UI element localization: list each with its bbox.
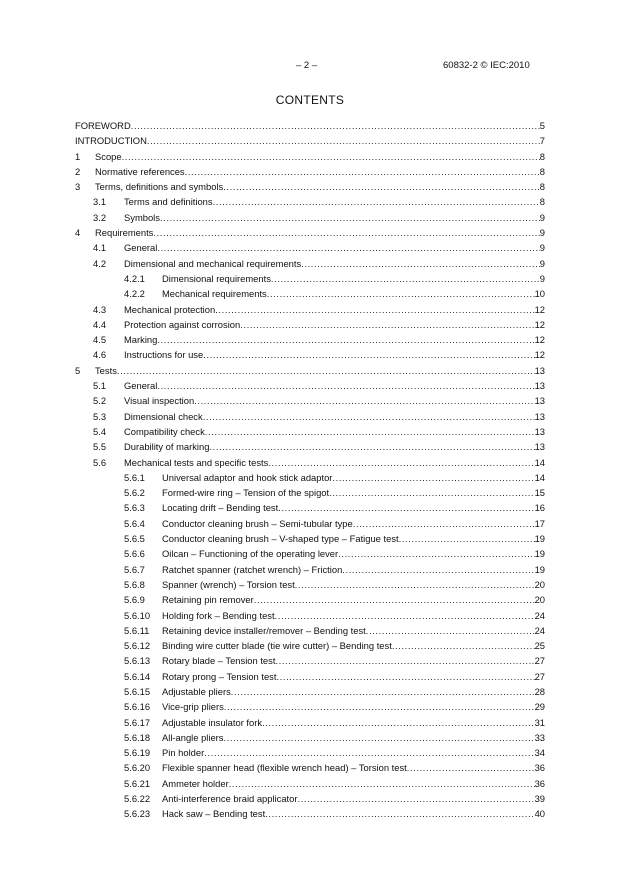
- toc-entry-number: 5.5: [93, 441, 107, 453]
- toc-entry-number: 5.6.20: [124, 762, 151, 774]
- toc-entry-number: 4.2: [93, 257, 107, 269]
- dot-leader: [157, 240, 539, 255]
- toc-entry-leader: [124, 210, 545, 225]
- toc-entry-leader: [162, 669, 545, 684]
- toc-entry-number: 5.6.17: [124, 716, 151, 728]
- dot-leader: [153, 225, 539, 240]
- toc-entry-title: Durability of marking: [124, 441, 210, 453]
- toc-entry-title: Rotary prong – Tension test: [162, 670, 277, 682]
- toc-entry-title: Adjustable pliers: [162, 685, 231, 697]
- dot-leader: [224, 730, 535, 745]
- toc-entry-number: 5.6.2: [124, 487, 145, 499]
- toc-entry-number: 5.6.7: [124, 563, 145, 575]
- dot-leader: [160, 210, 540, 225]
- toc-entry-title: Formed-wire ring – Tension of the spigot: [162, 487, 330, 499]
- toc-entry-leader: [162, 516, 545, 531]
- dot-leader: [209, 439, 534, 454]
- toc-entry-number: 5.6.19: [124, 747, 151, 759]
- toc-entry-title: Spanner (wrench) – Torsion test: [162, 578, 295, 590]
- dot-leader: [204, 745, 534, 760]
- toc-entry-number: 5.6.21: [124, 777, 151, 789]
- toc-entry[interactable]: [75, 256, 545, 271]
- dot-leader: [353, 516, 535, 531]
- toc-entry-leader: [162, 760, 545, 775]
- toc-entry-title: Scope: [95, 150, 122, 162]
- dot-leader: [407, 760, 535, 775]
- toc-entry[interactable]: [75, 485, 545, 500]
- dot-leader: [271, 271, 540, 286]
- toc-entry-leader: [162, 791, 545, 806]
- dot-leader: [122, 149, 540, 164]
- toc-entry[interactable]: [75, 669, 545, 684]
- toc-entry-title: Retaining device installer/remover – Bending test: [162, 624, 366, 636]
- toc-entry-leader: [124, 424, 545, 439]
- toc-entry-number: 5.6.6: [124, 548, 145, 560]
- toc-entry-title: Ammeter holder: [162, 777, 229, 789]
- toc-entry-leader: [162, 623, 545, 638]
- toc-entry-title: General: [124, 380, 158, 392]
- toc-entry-page: 14: [534, 456, 545, 468]
- toc-entry-leader: [162, 776, 545, 791]
- toc-entry-leader: [95, 164, 545, 179]
- dot-leader: [329, 485, 534, 500]
- toc-entry[interactable]: [75, 592, 545, 607]
- toc-entry-number: 2: [75, 165, 81, 177]
- toc-entry-leader: [95, 179, 545, 194]
- toc-entry-title: INTRODUCTION: [75, 135, 147, 147]
- toc-entry[interactable]: [75, 424, 545, 439]
- toc-entry-page: 8: [539, 165, 545, 177]
- toc-entry-page: 10: [534, 288, 545, 300]
- toc-entry[interactable]: [75, 470, 545, 485]
- toc-entry-page: 31: [534, 716, 545, 728]
- toc-entry-title: Mechanical protection: [124, 303, 216, 315]
- toc-entry-number: 5.6.13: [124, 655, 151, 667]
- toc-entry-page: 12: [534, 349, 545, 361]
- toc-entry-page: 19: [534, 548, 545, 560]
- toc-entry-leader: [124, 317, 545, 332]
- toc-entry-number: 4.3: [93, 303, 107, 315]
- dot-leader: [131, 118, 540, 133]
- toc-entry-leader: [124, 455, 545, 470]
- toc-entry[interactable]: [75, 409, 545, 424]
- toc-entry-title: Binding wire cutter blade (tie wire cutter) – Bending test: [162, 640, 392, 652]
- toc-entry-page: 16: [534, 502, 545, 514]
- toc-entry-title: Protection against corrosion: [124, 318, 241, 330]
- toc-entry-number: 5.6.16: [124, 701, 151, 713]
- toc-entry[interactable]: [75, 653, 545, 668]
- dot-leader: [229, 776, 535, 791]
- toc-entry-number: 5.6.1: [124, 471, 145, 483]
- toc-entry-leader: [124, 378, 545, 393]
- toc-entry-title: Instructions for use: [124, 349, 204, 361]
- toc-entry-title: Symbols: [124, 211, 160, 223]
- toc-entry-leader: [162, 286, 545, 301]
- toc-entry-leader: [124, 439, 545, 454]
- page-number: – 2 –: [296, 60, 318, 71]
- dot-leader: [194, 393, 534, 408]
- toc-entry-page: 8: [539, 196, 545, 208]
- toc-entry-title: Mechanical requirements: [162, 288, 267, 300]
- toc-entry-leader: [162, 271, 545, 286]
- toc-entry-title: Requirements: [95, 227, 154, 239]
- dot-leader: [240, 317, 534, 332]
- dot-leader: [298, 791, 535, 806]
- toc-entry-leader: [124, 393, 545, 408]
- toc-entry-title: Visual inspection: [124, 395, 195, 407]
- toc-entry-title: Terms and definitions: [124, 196, 213, 208]
- toc-entry-leader: [162, 638, 545, 653]
- toc-entry-title: Locating drift – Bending test: [162, 502, 279, 514]
- toc-entry-page: 8: [539, 181, 545, 193]
- toc-entry-title: Dimensional and mechanical requirements: [124, 257, 302, 269]
- toc-entry-page: 20: [534, 578, 545, 590]
- dot-leader: [231, 684, 535, 699]
- toc-entry-title: Conductor cleaning brush – Semi-tubular type: [162, 517, 353, 529]
- toc-entry-page: 8: [539, 150, 545, 162]
- toc-entry-title: Holding fork – Bending test: [162, 609, 275, 621]
- toc-entry-number: 4.4: [93, 318, 107, 330]
- toc-entry-leader: [124, 194, 545, 209]
- dot-leader: [275, 653, 534, 668]
- toc-entry-title: Vice-grip pliers: [162, 701, 224, 713]
- toc-entry[interactable]: [75, 684, 545, 699]
- toc-entry-page: 29: [534, 701, 545, 713]
- toc-entry-number: 5.6.18: [124, 731, 151, 743]
- toc-entry[interactable]: [75, 623, 545, 638]
- toc-entry-number: 5.6.4: [124, 517, 145, 529]
- toc-entry-number: 5.6.10: [124, 609, 151, 621]
- dot-leader: [185, 164, 540, 179]
- toc-entry-title: Mechanical tests and specific tests: [124, 456, 269, 468]
- toc-entry-leader: [162, 684, 545, 699]
- toc-entry-leader: [162, 546, 545, 561]
- toc-entry-title: Retaining pin remover: [162, 594, 254, 606]
- toc-entry[interactable]: [75, 745, 545, 760]
- toc-entry-leader: [162, 592, 545, 607]
- dot-leader: [399, 531, 535, 546]
- toc-entry-page: 15: [534, 487, 545, 499]
- toc-entry-number: 5.4: [93, 425, 107, 437]
- toc-entry[interactable]: [75, 302, 545, 317]
- toc-entry[interactable]: [75, 332, 545, 347]
- toc-entry-leader: [75, 133, 545, 148]
- dot-leader: [342, 562, 534, 577]
- toc-entry[interactable]: [75, 286, 545, 301]
- toc-entry-number: 1: [75, 150, 81, 162]
- toc-entry-number: 5.6.12: [124, 640, 151, 652]
- dot-leader: [392, 638, 535, 653]
- toc-entry-page: 39: [534, 793, 545, 805]
- toc-entry-page: 19: [534, 533, 545, 545]
- toc-entry-title: Dimensional requirements: [162, 272, 271, 284]
- toc-entry[interactable]: [75, 118, 545, 133]
- dot-leader: [203, 347, 534, 362]
- toc-entry-leader: [162, 470, 545, 485]
- toc-entry-number: 5.6.5: [124, 533, 145, 545]
- toc-entry-page: 9: [539, 227, 545, 239]
- toc-entry[interactable]: [75, 347, 545, 362]
- toc-entry[interactable]: [75, 546, 545, 561]
- dot-leader: [275, 608, 535, 623]
- dot-leader: [366, 623, 535, 638]
- toc-entry[interactable]: [75, 133, 545, 148]
- toc-entry[interactable]: [75, 194, 545, 209]
- toc-entry[interactable]: [75, 699, 545, 714]
- toc-entry-leader: [95, 225, 545, 240]
- toc-entry[interactable]: [75, 791, 545, 806]
- toc-entry-page: 36: [534, 777, 545, 789]
- toc-entry-title: Dimensional check: [124, 410, 203, 422]
- dot-leader: [332, 470, 534, 485]
- dot-leader: [147, 133, 540, 148]
- toc-entry-page: 7: [539, 135, 545, 147]
- toc-entry-page: 9: [539, 211, 545, 223]
- toc-entry[interactable]: [75, 240, 545, 255]
- dot-leader: [203, 409, 535, 424]
- dot-leader: [213, 194, 540, 209]
- toc-entry[interactable]: [75, 393, 545, 408]
- toc-entry-leader: [162, 715, 545, 730]
- toc-entry-title: Flexible spanner head (flexible wrench head) – Torsion test: [162, 762, 407, 774]
- dot-leader: [254, 592, 535, 607]
- toc-entry-title: Tests: [95, 364, 117, 376]
- toc-entry-title: Compatibility check: [124, 425, 205, 437]
- toc-entry-page: 5: [539, 120, 545, 131]
- toc-entry[interactable]: [75, 378, 545, 393]
- toc-entry-title: Oilcan – Functioning of the operating lever: [162, 548, 339, 560]
- toc-entry-leader: [162, 531, 545, 546]
- toc-entry-page: 13: [534, 364, 545, 376]
- toc-entry-title: General: [124, 242, 158, 254]
- toc-entry-number: 5.6.15: [124, 685, 151, 697]
- toc-entry-number: 5.2: [93, 395, 107, 407]
- toc-entry[interactable]: [75, 531, 545, 546]
- toc-entry-leader: [162, 500, 545, 515]
- toc-entry[interactable]: [75, 317, 545, 332]
- toc-entry-number: 4.1: [93, 242, 107, 254]
- toc-entry-leader: [124, 256, 545, 271]
- toc-entry[interactable]: [75, 210, 545, 225]
- toc-entry[interactable]: [75, 363, 545, 378]
- dot-leader: [224, 699, 535, 714]
- toc-entry-title: Rotary blade – Tension test: [162, 655, 276, 667]
- toc-entry-page: 13: [534, 425, 545, 437]
- toc-entry-page: 14: [534, 471, 545, 483]
- toc-entry[interactable]: [75, 225, 545, 240]
- dot-leader: [268, 455, 534, 470]
- toc-entry-number: 5.6.14: [124, 670, 151, 682]
- toc-entry[interactable]: [75, 149, 545, 164]
- dot-leader: [338, 546, 534, 561]
- toc-entry-page: 33: [534, 731, 545, 743]
- toc-entry[interactable]: [75, 715, 545, 730]
- toc-entry-title: Adjustable insulator fork: [162, 716, 263, 728]
- toc-entry-page: 12: [534, 303, 545, 315]
- toc-entry[interactable]: [75, 500, 545, 515]
- dot-leader: [215, 302, 534, 317]
- toc-entry-leader: [124, 302, 545, 317]
- dot-leader: [265, 806, 534, 821]
- toc-entry[interactable]: [75, 760, 545, 775]
- toc-entry-number: 4.5: [93, 334, 107, 346]
- dot-leader: [278, 500, 534, 515]
- toc-entry-leader: [162, 653, 545, 668]
- toc-entry-page: 27: [534, 670, 545, 682]
- toc-entry-leader: [162, 562, 545, 577]
- toc-entry-page: 9: [539, 272, 545, 284]
- toc-entry-leader: [124, 332, 545, 347]
- toc-entry-title: Conductor cleaning brush – V-shaped type – Fatigue test: [162, 533, 399, 545]
- toc-entry-number: 5.3: [93, 410, 107, 422]
- toc-entry[interactable]: [75, 577, 545, 592]
- toc-entry-number: 5.1: [93, 380, 107, 392]
- toc-entry-page: 13: [534, 380, 545, 392]
- toc-entry-page: 12: [534, 334, 545, 346]
- dot-leader: [205, 424, 535, 439]
- toc-entry[interactable]: [75, 439, 545, 454]
- toc-entry-number: 3.2: [93, 211, 107, 223]
- toc-entry-leader: [95, 149, 545, 164]
- toc-entry-page: 19: [534, 563, 545, 575]
- toc-entry[interactable]: [75, 806, 545, 821]
- toc-entry[interactable]: [75, 638, 545, 653]
- toc-entry-page: 24: [534, 624, 545, 636]
- toc-entry-page: 34: [534, 747, 545, 759]
- toc-entry[interactable]: [75, 562, 545, 577]
- toc-entry-leader: [124, 347, 545, 362]
- document-reference: 60832-2 © IEC:2010: [443, 60, 530, 71]
- toc-entry-leader: [162, 577, 545, 592]
- dot-leader: [223, 179, 540, 194]
- toc-entry-title: Ratchet spanner (ratchet wrench) – Friction: [162, 563, 343, 575]
- toc-entry-leader: [124, 240, 545, 255]
- dot-leader: [262, 715, 535, 730]
- toc-entry-leader: [162, 745, 545, 760]
- toc-entry-page: 28: [534, 685, 545, 697]
- dot-leader: [157, 332, 534, 347]
- toc-entry-title: Universal adaptor and hook stick adaptor: [162, 471, 333, 483]
- toc-entry-leader: [124, 409, 545, 424]
- dot-leader: [276, 669, 534, 684]
- contents-title: CONTENTS: [275, 93, 345, 107]
- toc-entry[interactable]: [75, 516, 545, 531]
- toc-entry-number: 5.6.3: [124, 502, 145, 514]
- toc-entry-number: 3: [75, 181, 81, 193]
- toc-entry-leader: [162, 806, 545, 821]
- toc-entry-page: 13: [534, 395, 545, 407]
- table-of-contents: [75, 118, 545, 822]
- toc-entry-page: 12: [534, 318, 545, 330]
- dot-leader: [157, 378, 534, 393]
- toc-entry-page: 36: [534, 762, 545, 774]
- toc-entry-title: All-angle pliers: [162, 731, 224, 743]
- toc-entry-title: Anti-interference braid applicator: [162, 793, 298, 805]
- toc-entry-leader: [162, 485, 545, 500]
- toc-entry-title: FOREWORD: [75, 120, 131, 131]
- toc-entry-leader: [75, 118, 545, 133]
- toc-entry-page: 20: [534, 594, 545, 606]
- page-header: [0, 60, 620, 74]
- dot-leader: [301, 256, 540, 271]
- toc-entry-title: Marking: [124, 334, 158, 346]
- toc-entry-number: 5: [75, 364, 81, 376]
- toc-entry-number: 4: [75, 227, 81, 239]
- toc-entry[interactable]: [75, 455, 545, 470]
- toc-entry[interactable]: [75, 730, 545, 745]
- toc-entry-leader: [162, 608, 545, 623]
- toc-entry-page: 9: [539, 257, 545, 269]
- toc-entry-number: 4.2.1: [124, 272, 145, 284]
- toc-entry-page: 24: [534, 609, 545, 621]
- toc-entry-page: 13: [534, 441, 545, 453]
- toc-entry-title: Normative references: [95, 165, 185, 177]
- dot-leader: [267, 286, 535, 301]
- toc-entry[interactable]: [75, 608, 545, 623]
- toc-entry-page: 17: [534, 517, 545, 529]
- toc-entry-number: 5.6.22: [124, 793, 151, 805]
- toc-entry-number: 5.6: [93, 456, 107, 468]
- toc-entry-number: 4.2.2: [124, 288, 145, 300]
- toc-entry-title: Pin holder: [162, 747, 205, 759]
- toc-entry-leader: [95, 363, 545, 378]
- dot-leader: [295, 577, 535, 592]
- toc-entry-number: 5.6.9: [124, 594, 145, 606]
- toc-entry-page: 27: [534, 655, 545, 667]
- toc-entry-title: Terms, definitions and symbols: [95, 181, 224, 193]
- toc-entry-title: Hack saw – Bending test: [162, 808, 266, 820]
- toc-entry-page: 9: [539, 242, 545, 254]
- toc-entry-number: 3.1: [93, 196, 107, 208]
- toc-entry[interactable]: [75, 164, 545, 179]
- dot-leader: [117, 363, 535, 378]
- toc-entry-number: 5.6.8: [124, 578, 145, 590]
- toc-entry[interactable]: [75, 776, 545, 791]
- toc-entry[interactable]: [75, 271, 545, 286]
- toc-entry-number: 4.6: [93, 349, 107, 361]
- toc-entry-page: 25: [534, 640, 545, 652]
- toc-entry-leader: [162, 730, 545, 745]
- toc-entry-leader: [162, 699, 545, 714]
- toc-entry-number: 5.6.23: [124, 808, 151, 820]
- toc-entry[interactable]: [75, 179, 545, 194]
- toc-entry-page: 40: [534, 808, 545, 820]
- toc-entry-page: 13: [534, 410, 545, 422]
- toc-entry-number: 5.6.11: [124, 624, 150, 636]
